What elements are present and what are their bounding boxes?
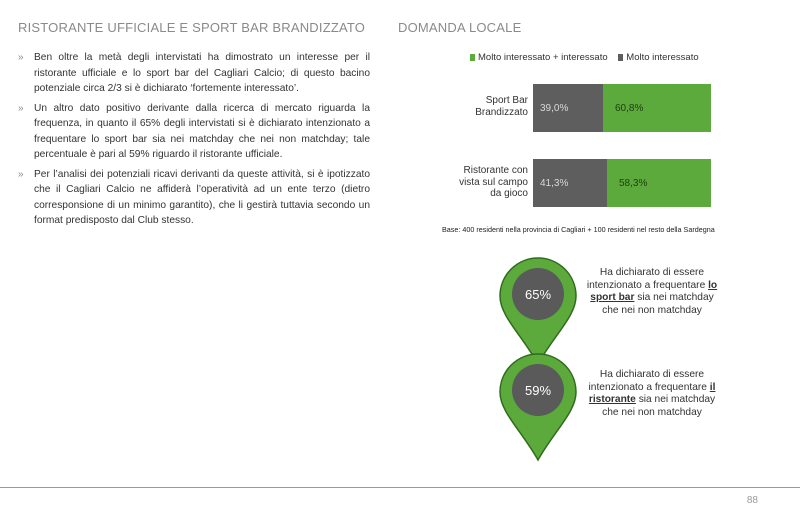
chart-category-label: [438, 95, 528, 118]
bar-data-label: 60,8%: [615, 102, 644, 114]
bullet-list: [18, 50, 370, 233]
bullet-item: [18, 167, 370, 229]
bar-segment-molto-interessato: [533, 84, 603, 132]
location-pin-icon: [497, 352, 579, 462]
pin-line: intenzionato a frequentare il: [588, 381, 716, 393]
pin-line: che nei non matchday: [602, 305, 702, 317]
pin-line: intenzionato a frequentare lo: [586, 279, 718, 291]
bar-data-label: 41,3%: [540, 177, 569, 189]
left-section-title: RISTORANTE UFFICIALE E SPORT BAR BRANDIZZATO: [18, 20, 366, 35]
bullet-mark: »: [18, 102, 24, 114]
bar-segment-interessato: [607, 159, 711, 207]
pin-line: Ha dichiarato di essere: [599, 369, 705, 380]
legend-item-green: [470, 52, 610, 63]
bullet-text: Ben oltre la metà degli intervistati ha dimostrato un interesse per il ristorante ufficiale e lo sport bar del Cagliari Calcio; di questo bacino potenziale circa 2/3 si è dichiarato ‘fortemente interessato’.: [34, 52, 370, 94]
category-line: vista sul campo: [459, 176, 528, 188]
footer-divider: [0, 487, 800, 488]
legend-swatch-grey: [618, 54, 623, 61]
bullet-mark: »: [18, 52, 24, 63]
bullet-item: [18, 50, 370, 97]
pin-description: [577, 267, 727, 318]
bullet-text: Per l’analisi dei potenziali ricavi derivanti da queste attività, si è ipotizzato che il Cagliari Calcio ne affiderà l’operatività ad un ente terzo (dietro corresponsione di un minimo garantito), che li gestirà tuttavia secondo un format predisposto dal Club stesso.: [34, 168, 370, 226]
category-line: da gioco: [490, 188, 528, 199]
pin-percent: 59%: [524, 383, 552, 398]
bar-data-label: 58,3%: [619, 177, 648, 189]
pin-percent: 65%: [524, 287, 552, 302]
page-number: 88: [746, 495, 758, 506]
legend-label: Molto interessato + interessato: [478, 52, 608, 63]
bar-segment-molto-interessato: [533, 159, 607, 207]
category-line: Ristorante con: [463, 165, 528, 176]
chart-bar-ristorante: [533, 159, 711, 207]
chart-bar-sport-bar: [533, 84, 711, 132]
category-line: Sport Bar: [485, 95, 528, 106]
legend-swatch-green: [470, 54, 475, 61]
legend-label: Molto interessato: [626, 52, 699, 63]
location-pin-icon: [497, 256, 579, 366]
category-line: Brandizzato: [475, 106, 528, 118]
pin-line: Ha dichiarato di essere: [599, 267, 705, 278]
pin-line: che nei non matchday: [602, 407, 702, 419]
pin-line: sport bar sia nei matchday: [590, 292, 714, 304]
bar-segment-interessato: [603, 84, 711, 132]
pin-description: [577, 369, 727, 420]
pin-line: ristorante sia nei matchday: [588, 394, 716, 406]
bullet-text: Un altro dato positivo derivante dalla ricerca di mercato riguarda la frequenza, in quanto il 65% degli intervistati si è dichiarato intenzionato a frequentare lo sport bar sia nei matchday che nei non matchday; tale percentuale è pari al 59% riguardo il ristorante ufficiale.: [34, 102, 370, 160]
right-section-title: DOMANDA LOCALE: [398, 20, 522, 35]
bullet-item: [18, 101, 370, 163]
chart-legend: [470, 52, 699, 63]
bullet-mark: »: [18, 168, 24, 180]
bar-data-label: 39,0%: [540, 102, 569, 114]
chart-base-note: Base: 400 residenti nella provincia di Cagliari + 100 residenti nel resto della Sardegna: [442, 225, 715, 234]
legend-item-grey: [618, 52, 698, 63]
chart-category-label: [438, 165, 528, 200]
